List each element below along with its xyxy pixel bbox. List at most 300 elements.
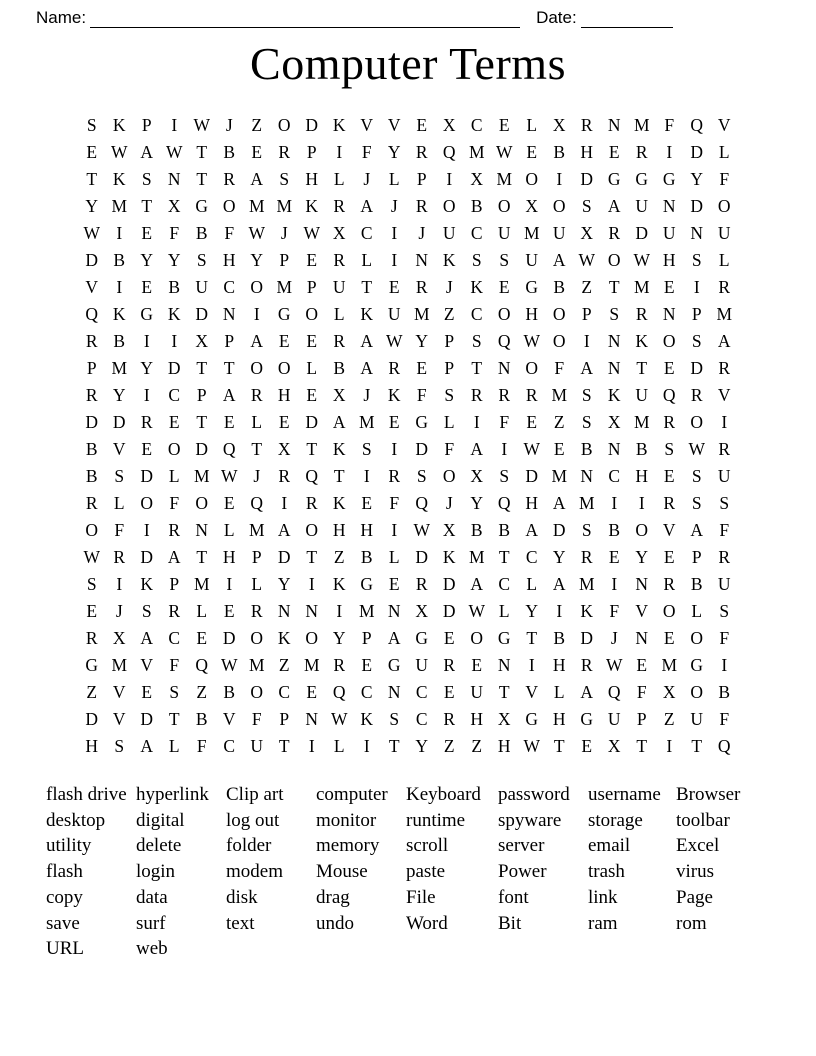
grid-cell[interactable]: G	[387, 655, 401, 675]
grid-cell[interactable]: N	[387, 682, 401, 702]
grid-cell[interactable]: Y	[85, 196, 99, 216]
word-list-item[interactable]: Excel	[676, 835, 720, 857]
grid-cell[interactable]: L	[498, 601, 510, 621]
word-list-item[interactable]: memory	[316, 835, 380, 857]
grid-cell[interactable]: E	[416, 115, 428, 135]
grid-cell[interactable]: E	[443, 682, 455, 702]
grid-cell[interactable]: W	[220, 466, 238, 486]
grid-cell[interactable]: E	[196, 628, 208, 648]
grid-cell[interactable]: Q	[250, 493, 264, 513]
grid-cell[interactable]: I	[611, 493, 618, 513]
word-list-item[interactable]: font	[498, 886, 529, 908]
grid-cell[interactable]: S	[444, 385, 455, 405]
grid-cell[interactable]: M	[633, 277, 650, 297]
grid-cell[interactable]: I	[638, 493, 645, 513]
grid-cell[interactable]: C	[498, 574, 511, 594]
grid-cell[interactable]: Q	[717, 736, 731, 756]
grid-cell[interactable]: M	[551, 466, 568, 486]
grid-cell[interactable]: O	[277, 115, 291, 135]
grid-cell[interactable]: B	[553, 142, 566, 162]
grid-cell[interactable]: F	[361, 142, 372, 162]
grid-cell[interactable]: A	[140, 628, 154, 648]
grid-cell[interactable]: M	[578, 493, 595, 513]
grid-cell[interactable]: D	[580, 169, 594, 189]
grid-cell[interactable]: K	[305, 196, 319, 216]
grid-cell[interactable]: Y	[635, 547, 649, 567]
grid-cell[interactable]: R	[580, 115, 593, 135]
word-list-item[interactable]: save	[46, 912, 80, 934]
grid-cell[interactable]: D	[167, 358, 181, 378]
grid-cell[interactable]: M	[633, 115, 650, 135]
grid-cell[interactable]: J	[390, 196, 398, 216]
grid-cell[interactable]: T	[388, 736, 400, 756]
grid-cell[interactable]: G	[525, 277, 539, 297]
grid-cell[interactable]: V	[85, 277, 99, 297]
grid-cell[interactable]: G	[525, 709, 539, 729]
word-list-item[interactable]: Mouse	[316, 861, 368, 883]
grid-cell[interactable]: M	[578, 574, 595, 594]
grid-cell[interactable]: R	[85, 628, 98, 648]
grid-cell[interactable]: E	[663, 466, 675, 486]
grid-cell[interactable]: L	[388, 169, 400, 189]
grid-cell[interactable]: I	[171, 115, 178, 135]
grid-cell[interactable]: N	[607, 358, 621, 378]
word-list-item[interactable]: Power	[498, 861, 547, 883]
grid-cell[interactable]: D	[85, 709, 99, 729]
grid-cell[interactable]: W	[633, 250, 651, 270]
grid-cell[interactable]: H	[525, 304, 539, 324]
grid-cell[interactable]: N	[222, 304, 236, 324]
grid-cell[interactable]: T	[223, 358, 235, 378]
grid-cell[interactable]: K	[112, 304, 126, 324]
grid-cell[interactable]: S	[86, 574, 97, 594]
word-list-item[interactable]: undo	[316, 912, 354, 934]
grid-cell[interactable]: A	[250, 169, 264, 189]
grid-cell[interactable]: D	[525, 466, 539, 486]
grid-cell[interactable]: N	[635, 574, 649, 594]
grid-cell[interactable]: G	[497, 628, 511, 648]
grid-cell[interactable]: A	[470, 439, 484, 459]
grid-cell[interactable]: S	[609, 304, 620, 324]
grid-cell[interactable]: N	[195, 520, 209, 540]
grid-cell[interactable]: G	[635, 169, 649, 189]
grid-cell[interactable]: D	[442, 601, 456, 621]
grid-cell[interactable]: R	[608, 223, 621, 243]
grid-cell[interactable]: V	[717, 115, 731, 135]
grid-cell[interactable]: N	[607, 439, 621, 459]
grid-cell[interactable]: I	[666, 736, 673, 756]
grid-cell[interactable]: H	[525, 493, 539, 513]
word-list-item[interactable]: password	[498, 784, 570, 805]
grid-cell[interactable]: B	[333, 358, 346, 378]
grid-cell[interactable]: I	[336, 601, 343, 621]
grid-cell[interactable]: S	[141, 601, 152, 621]
word-list-item[interactable]: computer	[316, 784, 388, 805]
grid-cell[interactable]: V	[222, 709, 236, 729]
grid-cell[interactable]: K	[442, 250, 456, 270]
grid-cell[interactable]: R	[333, 655, 346, 675]
grid-cell[interactable]: R	[168, 520, 181, 540]
grid-cell[interactable]: I	[528, 655, 535, 675]
grid-cell[interactable]: X	[662, 682, 676, 702]
grid-cell[interactable]: A	[607, 196, 621, 216]
grid-cell[interactable]: H	[277, 385, 291, 405]
grid-cell[interactable]: T	[196, 169, 208, 189]
grid-cell[interactable]: R	[663, 412, 676, 432]
grid-cell[interactable]: R	[690, 385, 703, 405]
grid-cell[interactable]: Y	[415, 736, 429, 756]
grid-cell[interactable]: E	[141, 439, 153, 459]
grid-cell[interactable]: Q	[195, 655, 209, 675]
grid-cell[interactable]: R	[635, 142, 648, 162]
grid-cell[interactable]: Q	[497, 331, 511, 351]
grid-cell[interactable]: O	[690, 628, 704, 648]
grid-cell[interactable]: R	[718, 439, 731, 459]
grid-cell[interactable]: R	[718, 358, 731, 378]
grid-cell[interactable]: F	[636, 682, 647, 702]
grid-cell[interactable]: M	[193, 466, 210, 486]
grid-cell[interactable]: X	[552, 115, 566, 135]
grid-cell[interactable]: M	[358, 601, 375, 621]
grid-cell[interactable]: A	[717, 331, 731, 351]
grid-cell[interactable]: E	[306, 385, 318, 405]
grid-cell[interactable]: D	[112, 412, 126, 432]
grid-cell[interactable]: W	[193, 115, 211, 135]
word-list-item[interactable]: storage	[588, 809, 643, 831]
grid-cell[interactable]: E	[388, 412, 400, 432]
grid-cell[interactable]: D	[140, 466, 154, 486]
grid-cell[interactable]: P	[361, 628, 372, 648]
grid-cell[interactable]: L	[333, 169, 345, 189]
grid-cell[interactable]: E	[141, 277, 153, 297]
grid-cell[interactable]: U	[195, 277, 209, 297]
grid-cell[interactable]: X	[195, 331, 209, 351]
grid-cell[interactable]: E	[581, 736, 593, 756]
grid-cell[interactable]: R	[113, 547, 126, 567]
grid-cell[interactable]: N	[662, 196, 676, 216]
grid-cell[interactable]: U	[497, 223, 511, 243]
grid-cell[interactable]: Z	[278, 655, 290, 675]
grid-cell[interactable]: W	[330, 709, 348, 729]
grid-cell[interactable]: F	[719, 169, 730, 189]
grid-cell[interactable]: R	[388, 466, 401, 486]
grid-cell[interactable]: U	[635, 196, 649, 216]
grid-cell[interactable]: Z	[553, 412, 565, 432]
grid-cell[interactable]: H	[222, 250, 236, 270]
grid-cell[interactable]: N	[305, 709, 319, 729]
grid-cell[interactable]: W	[523, 331, 541, 351]
grid-cell[interactable]: M	[276, 196, 293, 216]
grid-cell[interactable]: P	[691, 304, 702, 324]
grid-cell[interactable]: P	[224, 331, 235, 351]
word-list-item[interactable]: email	[588, 835, 631, 857]
grid-cell[interactable]: P	[279, 250, 290, 270]
grid-cell[interactable]: Y	[140, 250, 154, 270]
grid-cell[interactable]: R	[718, 547, 731, 567]
grid-cell[interactable]: T	[278, 736, 290, 756]
grid-cell[interactable]: X	[607, 412, 621, 432]
grid-cell[interactable]: E	[278, 412, 290, 432]
grid-cell[interactable]: T	[196, 547, 208, 567]
grid-cell[interactable]: Q	[442, 142, 456, 162]
grid-cell[interactable]: S	[141, 169, 152, 189]
grid-cell[interactable]: C	[415, 709, 428, 729]
grid-cell[interactable]: G	[690, 655, 704, 675]
grid-cell[interactable]: C	[415, 682, 428, 702]
grid-cell[interactable]: F	[416, 385, 427, 405]
grid-cell[interactable]: B	[195, 223, 208, 243]
grid-cell[interactable]: S	[691, 331, 702, 351]
grid-cell[interactable]: I	[336, 142, 343, 162]
grid-cell[interactable]: T	[86, 169, 98, 189]
grid-cell[interactable]: M	[523, 223, 540, 243]
grid-cell[interactable]: T	[636, 358, 648, 378]
grid-cell[interactable]: R	[443, 709, 456, 729]
grid-cell[interactable]: I	[721, 655, 728, 675]
grid-cell[interactable]: L	[691, 601, 703, 621]
grid-cell[interactable]: N	[305, 601, 319, 621]
grid-cell[interactable]: S	[416, 466, 427, 486]
grid-cell[interactable]: I	[693, 277, 700, 297]
grid-cell[interactable]: K	[112, 169, 126, 189]
grid-cell[interactable]: E	[471, 655, 483, 675]
grid-cell[interactable]: D	[222, 628, 236, 648]
word-list-item[interactable]: folder	[226, 835, 272, 857]
grid-cell[interactable]: A	[277, 520, 291, 540]
grid-cell[interactable]: N	[607, 331, 621, 351]
grid-cell[interactable]: B	[360, 547, 373, 567]
grid-cell[interactable]: B	[85, 466, 98, 486]
grid-cell[interactable]: O	[662, 331, 676, 351]
grid-cell[interactable]: F	[224, 223, 235, 243]
grid-cell[interactable]: K	[387, 385, 401, 405]
grid-cell[interactable]: O	[442, 196, 456, 216]
grid-cell[interactable]: R	[415, 574, 428, 594]
grid-cell[interactable]: X	[497, 709, 511, 729]
grid-cell[interactable]: X	[415, 601, 429, 621]
grid-cell[interactable]: I	[253, 304, 260, 324]
grid-cell[interactable]: Q	[222, 439, 236, 459]
grid-cell[interactable]: I	[501, 439, 508, 459]
grid-cell[interactable]: I	[473, 412, 480, 432]
grid-cell[interactable]: A	[360, 331, 374, 351]
grid-cell[interactable]: D	[415, 439, 429, 459]
grid-cell[interactable]: M	[248, 196, 265, 216]
grid-cell[interactable]: O	[305, 628, 319, 648]
grid-cell[interactable]: N	[662, 304, 676, 324]
grid-cell[interactable]: W	[523, 736, 541, 756]
grid-cell[interactable]: T	[691, 736, 703, 756]
grid-cell[interactable]: E	[168, 412, 180, 432]
grid-cell[interactable]: O	[662, 601, 676, 621]
word-list-item[interactable]: link	[588, 886, 618, 908]
grid-cell[interactable]: O	[305, 520, 319, 540]
grid-cell[interactable]: K	[442, 547, 456, 567]
grid-cell[interactable]: E	[278, 331, 290, 351]
grid-cell[interactable]: J	[445, 493, 453, 513]
grid-cell[interactable]: A	[387, 628, 401, 648]
grid-cell[interactable]: S	[389, 709, 400, 729]
grid-cell[interactable]: S	[691, 466, 702, 486]
grid-cell[interactable]: F	[609, 601, 620, 621]
grid-cell[interactable]: L	[196, 601, 208, 621]
grid-cell[interactable]: I	[556, 169, 563, 189]
grid-cell[interactable]: R	[85, 331, 98, 351]
grid-cell[interactable]: K	[332, 493, 346, 513]
grid-cell[interactable]: O	[635, 520, 649, 540]
grid-cell[interactable]: M	[496, 169, 513, 189]
word-list-item[interactable]: data	[136, 886, 168, 908]
grid-cell[interactable]: X	[167, 196, 181, 216]
grid-cell[interactable]: Y	[552, 547, 566, 567]
grid-cell[interactable]: S	[169, 682, 180, 702]
grid-cell[interactable]: J	[363, 169, 371, 189]
grid-cell[interactable]: R	[85, 385, 98, 405]
grid-cell[interactable]: Y	[140, 358, 154, 378]
grid-cell[interactable]: T	[251, 439, 263, 459]
grid-cell[interactable]: O	[552, 304, 566, 324]
grid-cell[interactable]: H	[305, 169, 319, 189]
grid-cell[interactable]: G	[195, 196, 209, 216]
grid-cell[interactable]: W	[495, 142, 513, 162]
grid-cell[interactable]: F	[719, 520, 730, 540]
grid-cell[interactable]: O	[470, 628, 484, 648]
word-list-item[interactable]: digital	[136, 809, 185, 831]
grid-cell[interactable]: Y	[332, 628, 346, 648]
grid-cell[interactable]: R	[333, 196, 346, 216]
grid-cell[interactable]: E	[141, 682, 153, 702]
grid-cell[interactable]: K	[277, 628, 291, 648]
grid-cell[interactable]: D	[85, 412, 99, 432]
grid-cell[interactable]: N	[497, 358, 511, 378]
grid-cell[interactable]: W	[578, 250, 596, 270]
grid-cell[interactable]: I	[143, 331, 150, 351]
grid-cell[interactable]: C	[470, 304, 483, 324]
grid-cell[interactable]: D	[552, 520, 566, 540]
grid-cell[interactable]: B	[553, 277, 566, 297]
grid-cell[interactable]: Y	[690, 169, 704, 189]
grid-cell[interactable]: J	[225, 115, 233, 135]
grid-cell[interactable]: W	[165, 142, 183, 162]
grid-cell[interactable]: G	[580, 709, 594, 729]
grid-cell[interactable]: S	[499, 250, 510, 270]
grid-cell[interactable]: O	[250, 682, 264, 702]
grid-cell[interactable]: R	[580, 655, 593, 675]
grid-cell[interactable]: S	[471, 250, 482, 270]
grid-cell[interactable]: B	[223, 142, 236, 162]
grid-cell[interactable]: N	[635, 628, 649, 648]
grid-cell[interactable]: I	[281, 493, 288, 513]
grid-cell[interactable]: C	[223, 277, 236, 297]
grid-cell[interactable]: I	[446, 169, 453, 189]
grid-cell[interactable]: Q	[607, 682, 621, 702]
grid-cell[interactable]: L	[168, 736, 180, 756]
grid-cell[interactable]: U	[250, 736, 264, 756]
grid-cell[interactable]: H	[552, 655, 566, 675]
grid-cell[interactable]: D	[305, 412, 319, 432]
grid-cell[interactable]: V	[140, 655, 154, 675]
grid-cell[interactable]: A	[552, 574, 566, 594]
grid-cell[interactable]: L	[526, 115, 538, 135]
grid-cell[interactable]: L	[526, 574, 538, 594]
grid-cell[interactable]: A	[140, 736, 154, 756]
grid-cell[interactable]: C	[470, 115, 483, 135]
grid-cell[interactable]: Y	[250, 250, 264, 270]
grid-cell[interactable]: D	[140, 547, 154, 567]
grid-cell[interactable]: E	[416, 358, 428, 378]
grid-cell[interactable]: O	[525, 169, 539, 189]
grid-cell[interactable]: I	[391, 250, 398, 270]
grid-cell[interactable]: E	[663, 547, 675, 567]
date-input-line[interactable]	[581, 10, 673, 28]
word-list-item[interactable]: scroll	[406, 835, 449, 857]
grid-cell[interactable]: T	[608, 277, 620, 297]
word-list-item[interactable]: username	[588, 784, 661, 805]
word-list-item[interactable]: runtime	[406, 809, 466, 831]
grid-cell[interactable]: F	[499, 412, 510, 432]
grid-cell[interactable]: E	[388, 277, 400, 297]
grid-cell[interactable]: O	[195, 493, 209, 513]
grid-cell[interactable]: L	[388, 547, 400, 567]
grid-cell[interactable]: N	[690, 223, 704, 243]
grid-cell[interactable]: Q	[690, 115, 704, 135]
grid-cell[interactable]: N	[607, 115, 621, 135]
grid-cell[interactable]: M	[413, 304, 430, 324]
grid-cell[interactable]: H	[222, 547, 236, 567]
grid-cell[interactable]: B	[113, 250, 126, 270]
grid-cell[interactable]: B	[718, 682, 731, 702]
grid-cell[interactable]: R	[443, 655, 456, 675]
grid-cell[interactable]: Z	[333, 547, 345, 567]
grid-cell[interactable]: A	[552, 493, 566, 513]
grid-cell[interactable]: E	[498, 115, 510, 135]
grid-cell[interactable]: G	[607, 169, 621, 189]
grid-cell[interactable]: B	[608, 520, 621, 540]
grid-cell[interactable]: D	[305, 115, 319, 135]
grid-cell[interactable]: N	[497, 655, 511, 675]
grid-cell[interactable]: A	[525, 520, 539, 540]
grid-cell[interactable]: P	[636, 709, 647, 729]
grid-cell[interactable]: N	[387, 601, 401, 621]
grid-cell[interactable]: O	[85, 520, 99, 540]
grid-cell[interactable]: J	[115, 601, 123, 621]
grid-cell[interactable]: Y	[470, 493, 484, 513]
grid-cell[interactable]: E	[663, 277, 675, 297]
grid-cell[interactable]: M	[468, 547, 485, 567]
grid-cell[interactable]: D	[85, 250, 99, 270]
grid-cell[interactable]: A	[690, 520, 704, 540]
grid-cell[interactable]: S	[196, 250, 207, 270]
word-list-item[interactable]: spyware	[498, 809, 562, 831]
grid-cell[interactable]: I	[308, 574, 315, 594]
grid-cell[interactable]: B	[635, 439, 648, 459]
word-list-item[interactable]: flash drive	[46, 784, 127, 805]
grid-cell[interactable]: E	[86, 601, 98, 621]
grid-cell[interactable]: C	[223, 736, 236, 756]
grid-cell[interactable]: M	[276, 277, 293, 297]
grid-cell[interactable]: I	[363, 466, 370, 486]
grid-cell[interactable]: M	[716, 304, 733, 324]
grid-cell[interactable]: I	[363, 736, 370, 756]
grid-cell[interactable]: H	[580, 142, 594, 162]
grid-cell[interactable]: E	[306, 331, 318, 351]
word-list-item[interactable]: flash	[46, 861, 83, 883]
grid-cell[interactable]: A	[552, 250, 566, 270]
grid-cell[interactable]: D	[195, 439, 209, 459]
grid-cell[interactable]: D	[415, 547, 429, 567]
grid-cell[interactable]: R	[140, 412, 153, 432]
grid-cell[interactable]: Z	[443, 304, 455, 324]
